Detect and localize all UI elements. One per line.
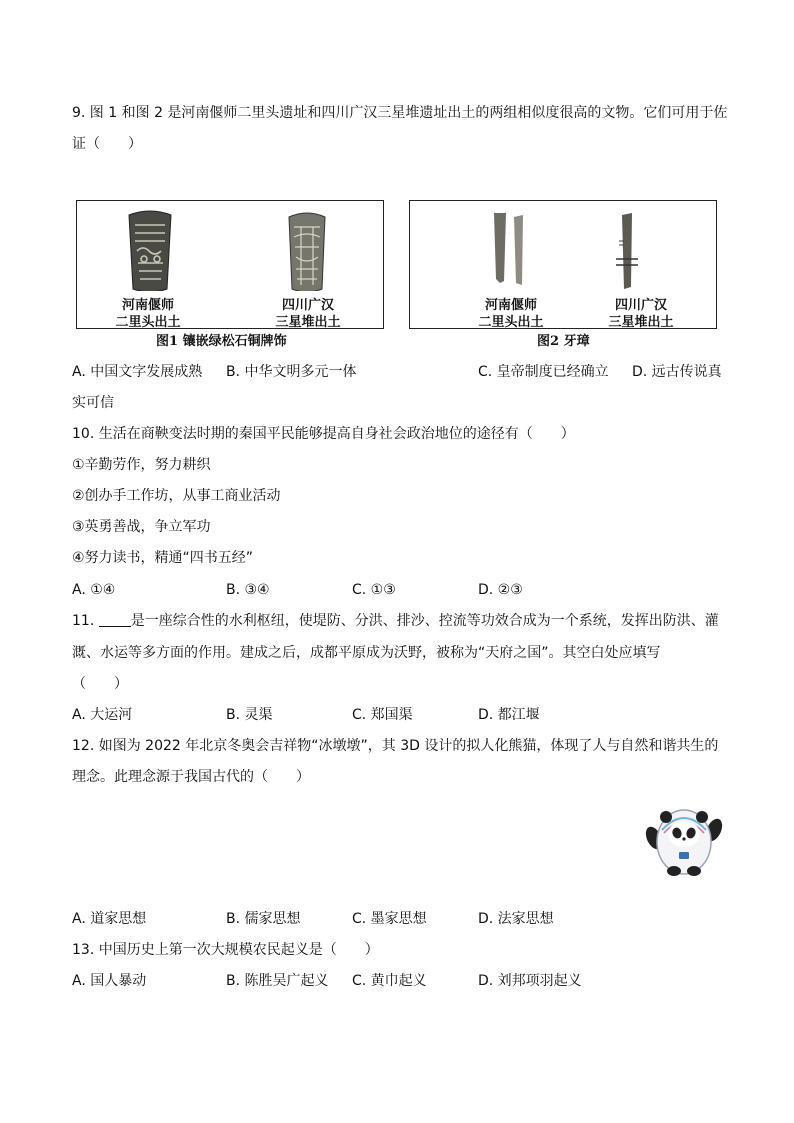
- q10-option-b[interactable]: B. ③④: [226, 582, 270, 598]
- fig2-right-caption: 四川广汉 三星堆出土: [608, 298, 674, 330]
- erlitou-yazhang-image: [494, 213, 523, 285]
- q10-item-2: ②创办手工作坊，从事工商业活动: [72, 488, 281, 504]
- q10-option-d[interactable]: D. ②③: [478, 582, 523, 598]
- q11-stem-line2: 溉、水运等多方面的作用。建成之后，成都平原成为沃野，被称为“天府之国”。其空白处应填写: [72, 645, 661, 661]
- fig2-left-caption: 河南偃师 二里头出土: [478, 298, 544, 330]
- yazhang-images: [410, 201, 716, 293]
- q13-stem: 13. 中国历史上第一次大规模农民起义是（ ）: [72, 942, 379, 958]
- q12-option-b[interactable]: B. 儒家思想: [226, 911, 301, 927]
- q11-stem-line3: （ ）: [72, 676, 128, 692]
- q11-option-a[interactable]: A. 大运河: [72, 707, 133, 723]
- q9-option-c[interactable]: C. 皇帝制度已经确立: [478, 364, 609, 380]
- q11-option-c[interactable]: C. 郑国渠: [352, 707, 413, 723]
- q9-stem-line1: 9. 图 1 和图 2 是河南偃师二里头遗址和四川广汉三星堆遗址出土的两组相似度很高的文物。它们可用于佐: [72, 105, 728, 121]
- bing-dwen-dwen-mascot-image: [644, 800, 724, 878]
- figure-2-box: [409, 200, 717, 329]
- q9-option-d[interactable]: D. 远古传说真: [632, 364, 722, 380]
- q11-stem-line1: 11. 是一座综合性的水利枢纽，使堤防、分洪、排沙、控流等功效合成为一个系统，发挥出防洪、灌: [72, 613, 719, 629]
- bronze-plaque-images: [77, 201, 383, 291]
- q13-option-b[interactable]: B. 陈胜吴广起义: [226, 973, 329, 989]
- q12-stem-line2: 理念。此理念源于我国古代的（ ）: [72, 769, 310, 785]
- q12-stem-line1: 12. 如图为 2022 年北京冬奥会吉祥物“冰墩墩”，其 3D 设计的拟人化熊猫，体现了人与自然和谐共生的: [72, 738, 719, 754]
- q13-option-a[interactable]: A. 国人暴动: [72, 973, 147, 989]
- figure-2-title: 图2 牙璋: [537, 334, 590, 349]
- q13-option-c[interactable]: C. 黄巾起义: [352, 973, 427, 989]
- fig1-right-caption: 四川广汉 三星堆出土: [275, 298, 341, 330]
- q10-option-c[interactable]: C. ①③: [352, 582, 396, 598]
- q13-option-d[interactable]: D. 刘邦项羽起义: [478, 973, 582, 989]
- q10-stem: 10. 生活在商鞅变法时期的秦国平民能够提高自身社会政治地位的途径有（ ）: [72, 426, 575, 442]
- q9-option-d-wrap: 实可信: [72, 395, 114, 411]
- sanxingdui-plaque-image: [289, 213, 325, 291]
- sanxingdui-yazhang-image: [616, 213, 638, 289]
- q10-item-1: ①辛勤劳作，努力耕织: [72, 457, 211, 473]
- figure-1-box: [76, 200, 384, 329]
- q10-item-3: ③英勇善战，争立军功: [72, 519, 211, 535]
- q10-option-a[interactable]: A. ①④: [72, 582, 116, 598]
- q9-option-b[interactable]: B. 中华文明多元一体: [226, 364, 357, 380]
- q10-item-4: ④努力读书，精通“四书五经”: [72, 550, 254, 566]
- q9-option-a[interactable]: A. 中国文字发展成熟: [72, 364, 203, 380]
- q11-option-d[interactable]: D. 都江堰: [478, 707, 540, 723]
- q11-blank: [99, 612, 131, 627]
- erlitou-plaque-image: [129, 211, 171, 291]
- q12-option-d[interactable]: D. 法家思想: [478, 911, 554, 927]
- q12-option-c[interactable]: C. 墨家思想: [352, 911, 427, 927]
- q11-option-b[interactable]: B. 灵渠: [226, 707, 273, 723]
- q12-option-a[interactable]: A. 道家思想: [72, 911, 147, 927]
- q9-stem-line2: 证（ ）: [72, 136, 142, 152]
- fig1-left-caption: 河南偃师 二里头出土: [115, 298, 181, 330]
- figure-1-title: 图1 镶嵌绿松石铜牌饰: [156, 334, 287, 349]
